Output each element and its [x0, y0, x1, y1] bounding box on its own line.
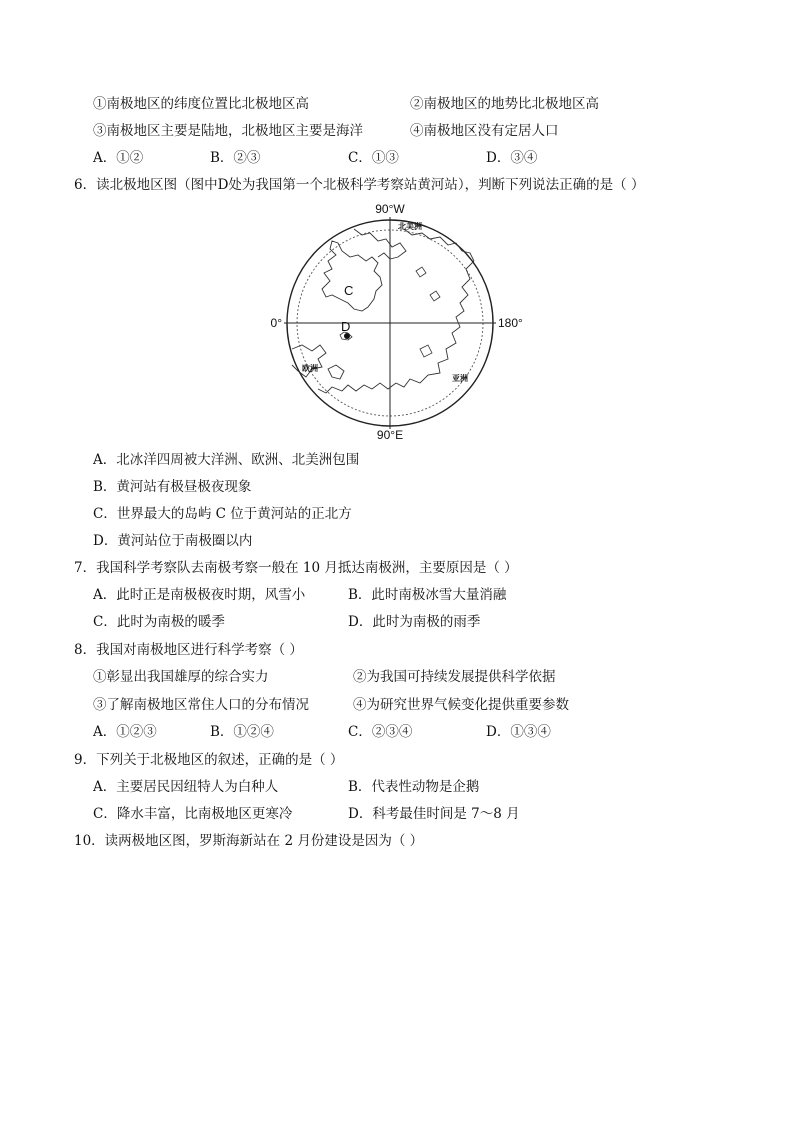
q5-statement-4: ④南极地区没有定居人口 — [410, 123, 559, 139]
q7-option-b[interactable]: B．此时南极冰雪大量消融 — [348, 587, 507, 603]
q5-statement-1: ①南极地区的纬度位置比北极地区高 — [93, 96, 309, 112]
q8-option-a[interactable]: A．①②③ — [93, 724, 157, 740]
q8-statement-3: ③了解南极地区常住人口的分布情况 — [93, 697, 309, 713]
label-europe: 欧洲 — [302, 364, 318, 373]
q5-option-b[interactable]: B．②③ — [210, 150, 261, 166]
q6-option-c[interactable]: C．世界最大的岛屿 C 位于黄河站的正北方 — [93, 506, 352, 522]
q7-option-c[interactable]: C．此时为南极的暖季 — [93, 614, 225, 630]
q9-option-d[interactable]: D．科考最佳时间是 7～8 月 — [348, 806, 520, 822]
q8-statement-4: ④为研究世界气候变化提供重要参数 — [353, 697, 569, 713]
q6-option-a[interactable]: A．北冰洋四周被大洋洲、欧洲、北美洲包围 — [93, 452, 360, 468]
q6-option-d[interactable]: D．黄河站位于南极圈以内 — [93, 533, 253, 549]
q9-option-b[interactable]: B．代表性动物是企鹅 — [348, 779, 480, 795]
q8-statement-1: ①彰显出我国雄厚的综合实力 — [93, 669, 269, 685]
label-90e: 90°E — [376, 428, 404, 442]
q5-statement-2: ②南极地区的地势比北极地区高 — [410, 96, 599, 112]
q9-stem: 9．下列关于北极地区的叙述，正确的是（ ） — [74, 752, 344, 768]
q6-option-b[interactable]: B．黄河站有极昼极夜现象 — [93, 479, 252, 495]
label-180-degree: 180° — [498, 316, 523, 330]
label-asia: 亚洲 — [452, 374, 468, 383]
label-90w: 90°W — [375, 202, 405, 216]
q7-stem: 7．我国科学考察队去南极考察一般在 10 月抵达南极洲，主要原因是（ ） — [74, 560, 518, 576]
label-north-america: 北美洲 — [398, 222, 422, 231]
q8-option-c[interactable]: C．②③④ — [348, 724, 413, 740]
q5-option-d[interactable]: D．③④ — [486, 150, 538, 166]
q8-option-d[interactable]: D．①③④ — [486, 724, 551, 740]
arctic-region-map — [270, 199, 530, 443]
q8-stem: 8．我国对南极地区进行科学考察（ ） — [74, 642, 303, 658]
q9-option-a[interactable]: A．主要居民因纽特人为白种人 — [93, 779, 279, 795]
q5-option-c[interactable]: C．①③ — [348, 150, 399, 166]
q9-option-c[interactable]: C．降水丰富，比南极地区更寒冷 — [93, 806, 293, 822]
q6-stem: 6．读北极地区图（图中D处为我国第一个北极科学考察站黄河站），判断下列说法正确的是（ ） — [74, 177, 645, 193]
label-0-degree: 0° — [270, 316, 282, 330]
label-c-greenland: C — [344, 283, 354, 298]
label-d-station: D — [341, 319, 351, 334]
q7-option-a[interactable]: A．此时正是南极极夜时期，风雪小 — [93, 587, 306, 603]
q10-stem: 10．读两极地区图，罗斯海新站在 2 月份建设是因为（ ） — [74, 833, 424, 849]
q8-statement-2: ②为我国可持续发展提供科学依据 — [353, 669, 556, 685]
q5-statement-3: ③南极地区主要是陆地，北极地区主要是海洋 — [93, 123, 363, 139]
q8-option-b[interactable]: B．①②④ — [210, 724, 274, 740]
q7-option-d[interactable]: D．此时为南极的雨季 — [348, 614, 481, 630]
q5-option-a[interactable]: A．①② — [93, 150, 144, 166]
